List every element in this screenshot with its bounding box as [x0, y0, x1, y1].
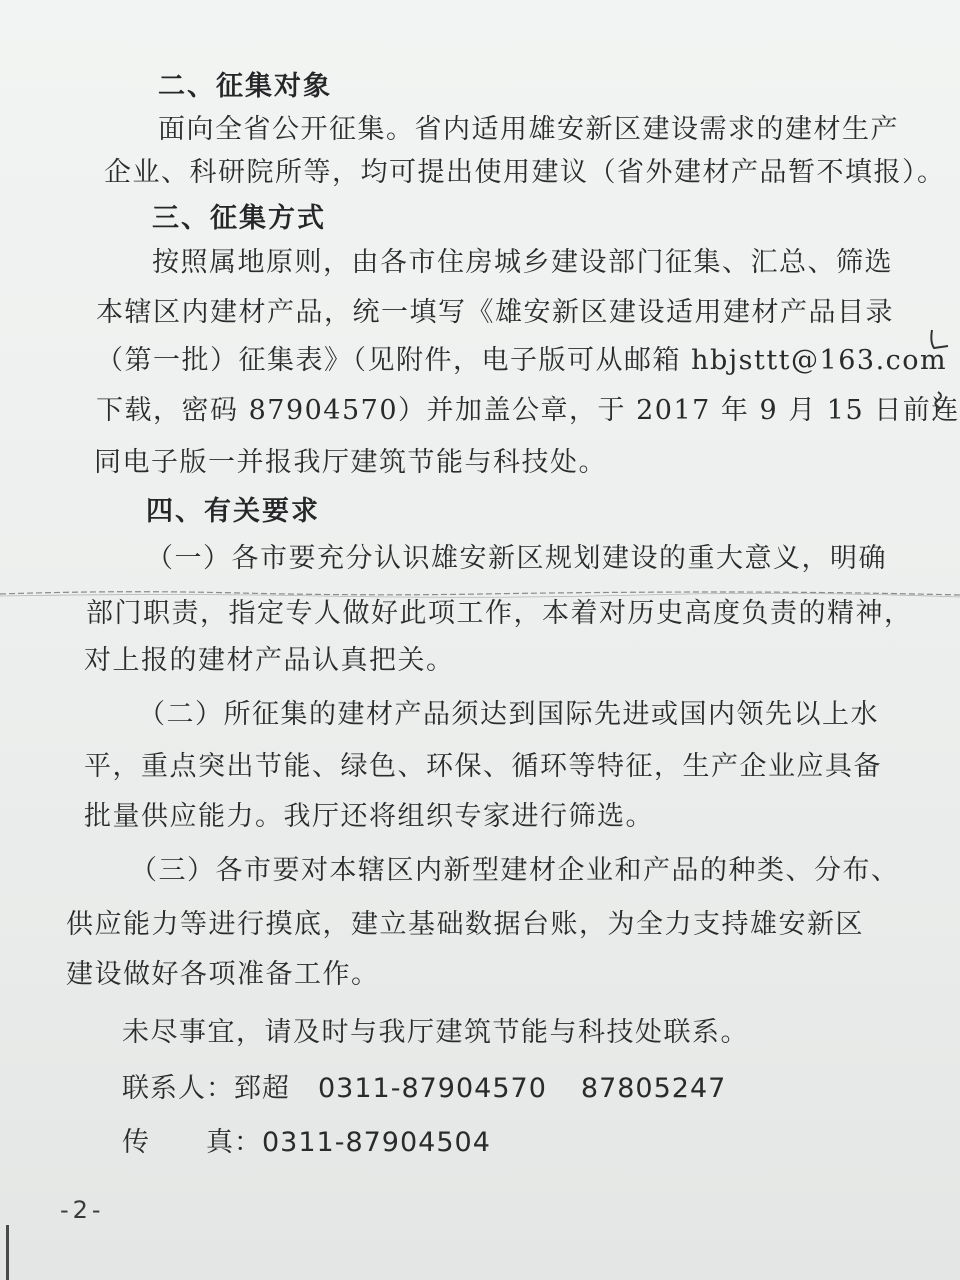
section-4-heading: 四、有关要求	[146, 496, 320, 527]
paragraph-line: 面向全省公开征集。省内适用雄安新区建设需求的建材生产	[158, 114, 899, 145]
contact-fax-number: 0311-87904504	[262, 1127, 491, 1158]
contact-phone-1: 0311-87904570	[318, 1073, 547, 1104]
paragraph-line: 建设做好各项准备工作。	[66, 959, 380, 990]
margin-pen-mark	[926, 326, 956, 356]
page-number: -2-	[60, 1196, 105, 1224]
paragraph-line: 对上报的建材产品认真把关。	[84, 645, 455, 676]
paragraph-line: 下载，密码 87904570）并加盖公章，于 2017 年 9 月 15 日前连	[96, 395, 960, 426]
paragraph-line: 企业、科研院所等，均可提出使用建议（省外建材产品暂不填报）。	[104, 157, 946, 188]
margin-pen-mark	[928, 388, 954, 416]
contact-person-row	[122, 1072, 726, 1106]
paragraph-line: （二）所征集的建材产品须达到国际先进或国内领先以上水	[138, 699, 879, 730]
section-3-heading: 三、征集方式	[152, 203, 326, 234]
contact-person-name: 郅超	[234, 1073, 290, 1104]
paragraph-line: （第一批）征集表》（见附件，电子版可从邮箱 hbjsttt@163.com	[96, 345, 948, 376]
paragraph-line: 同电子版一并报我厅建筑节能与科技处。	[94, 447, 607, 478]
paragraph-line: （一）各市要充分认识雄安新区规划建设的重大意义，明确	[146, 543, 887, 574]
contact-person-label: 联系人：	[122, 1073, 234, 1104]
contact-phone-2: 87805247	[580, 1073, 727, 1104]
contact-fax-label: 传 真：	[122, 1127, 262, 1158]
paragraph-line: 本辖区内建材产品，统一填写《雄安新区建设适用建材产品目录	[96, 297, 894, 328]
paragraph-line: 平，重点突出节能、绿色、环保、循环等特征，生产企业应具备	[84, 751, 882, 782]
page-edge-mark	[6, 1225, 9, 1280]
paragraph-line: 供应能力等进行摸底，建立基础数据台账，为全力支持雄安新区	[66, 909, 864, 940]
closing-line: 未尽事宜，请及时与我厅建筑节能与科技处联系。	[122, 1017, 749, 1048]
contact-fax-row	[122, 1126, 491, 1160]
paragraph-line: （三）各市要对本辖区内新型建材企业和产品的种类、分布、	[130, 855, 900, 886]
paragraph-line: 按照属地原则，由各市住房城乡建设部门征集、汇总、筛选	[152, 247, 893, 278]
paragraph-line: 批量供应能力。我厅还将组织专家进行筛选。	[84, 801, 654, 832]
section-2-heading: 二、征集对象	[158, 71, 332, 102]
paragraph-line: 部门职责，指定专人做好此项工作，本着对历史高度负责的精神，	[86, 598, 913, 629]
